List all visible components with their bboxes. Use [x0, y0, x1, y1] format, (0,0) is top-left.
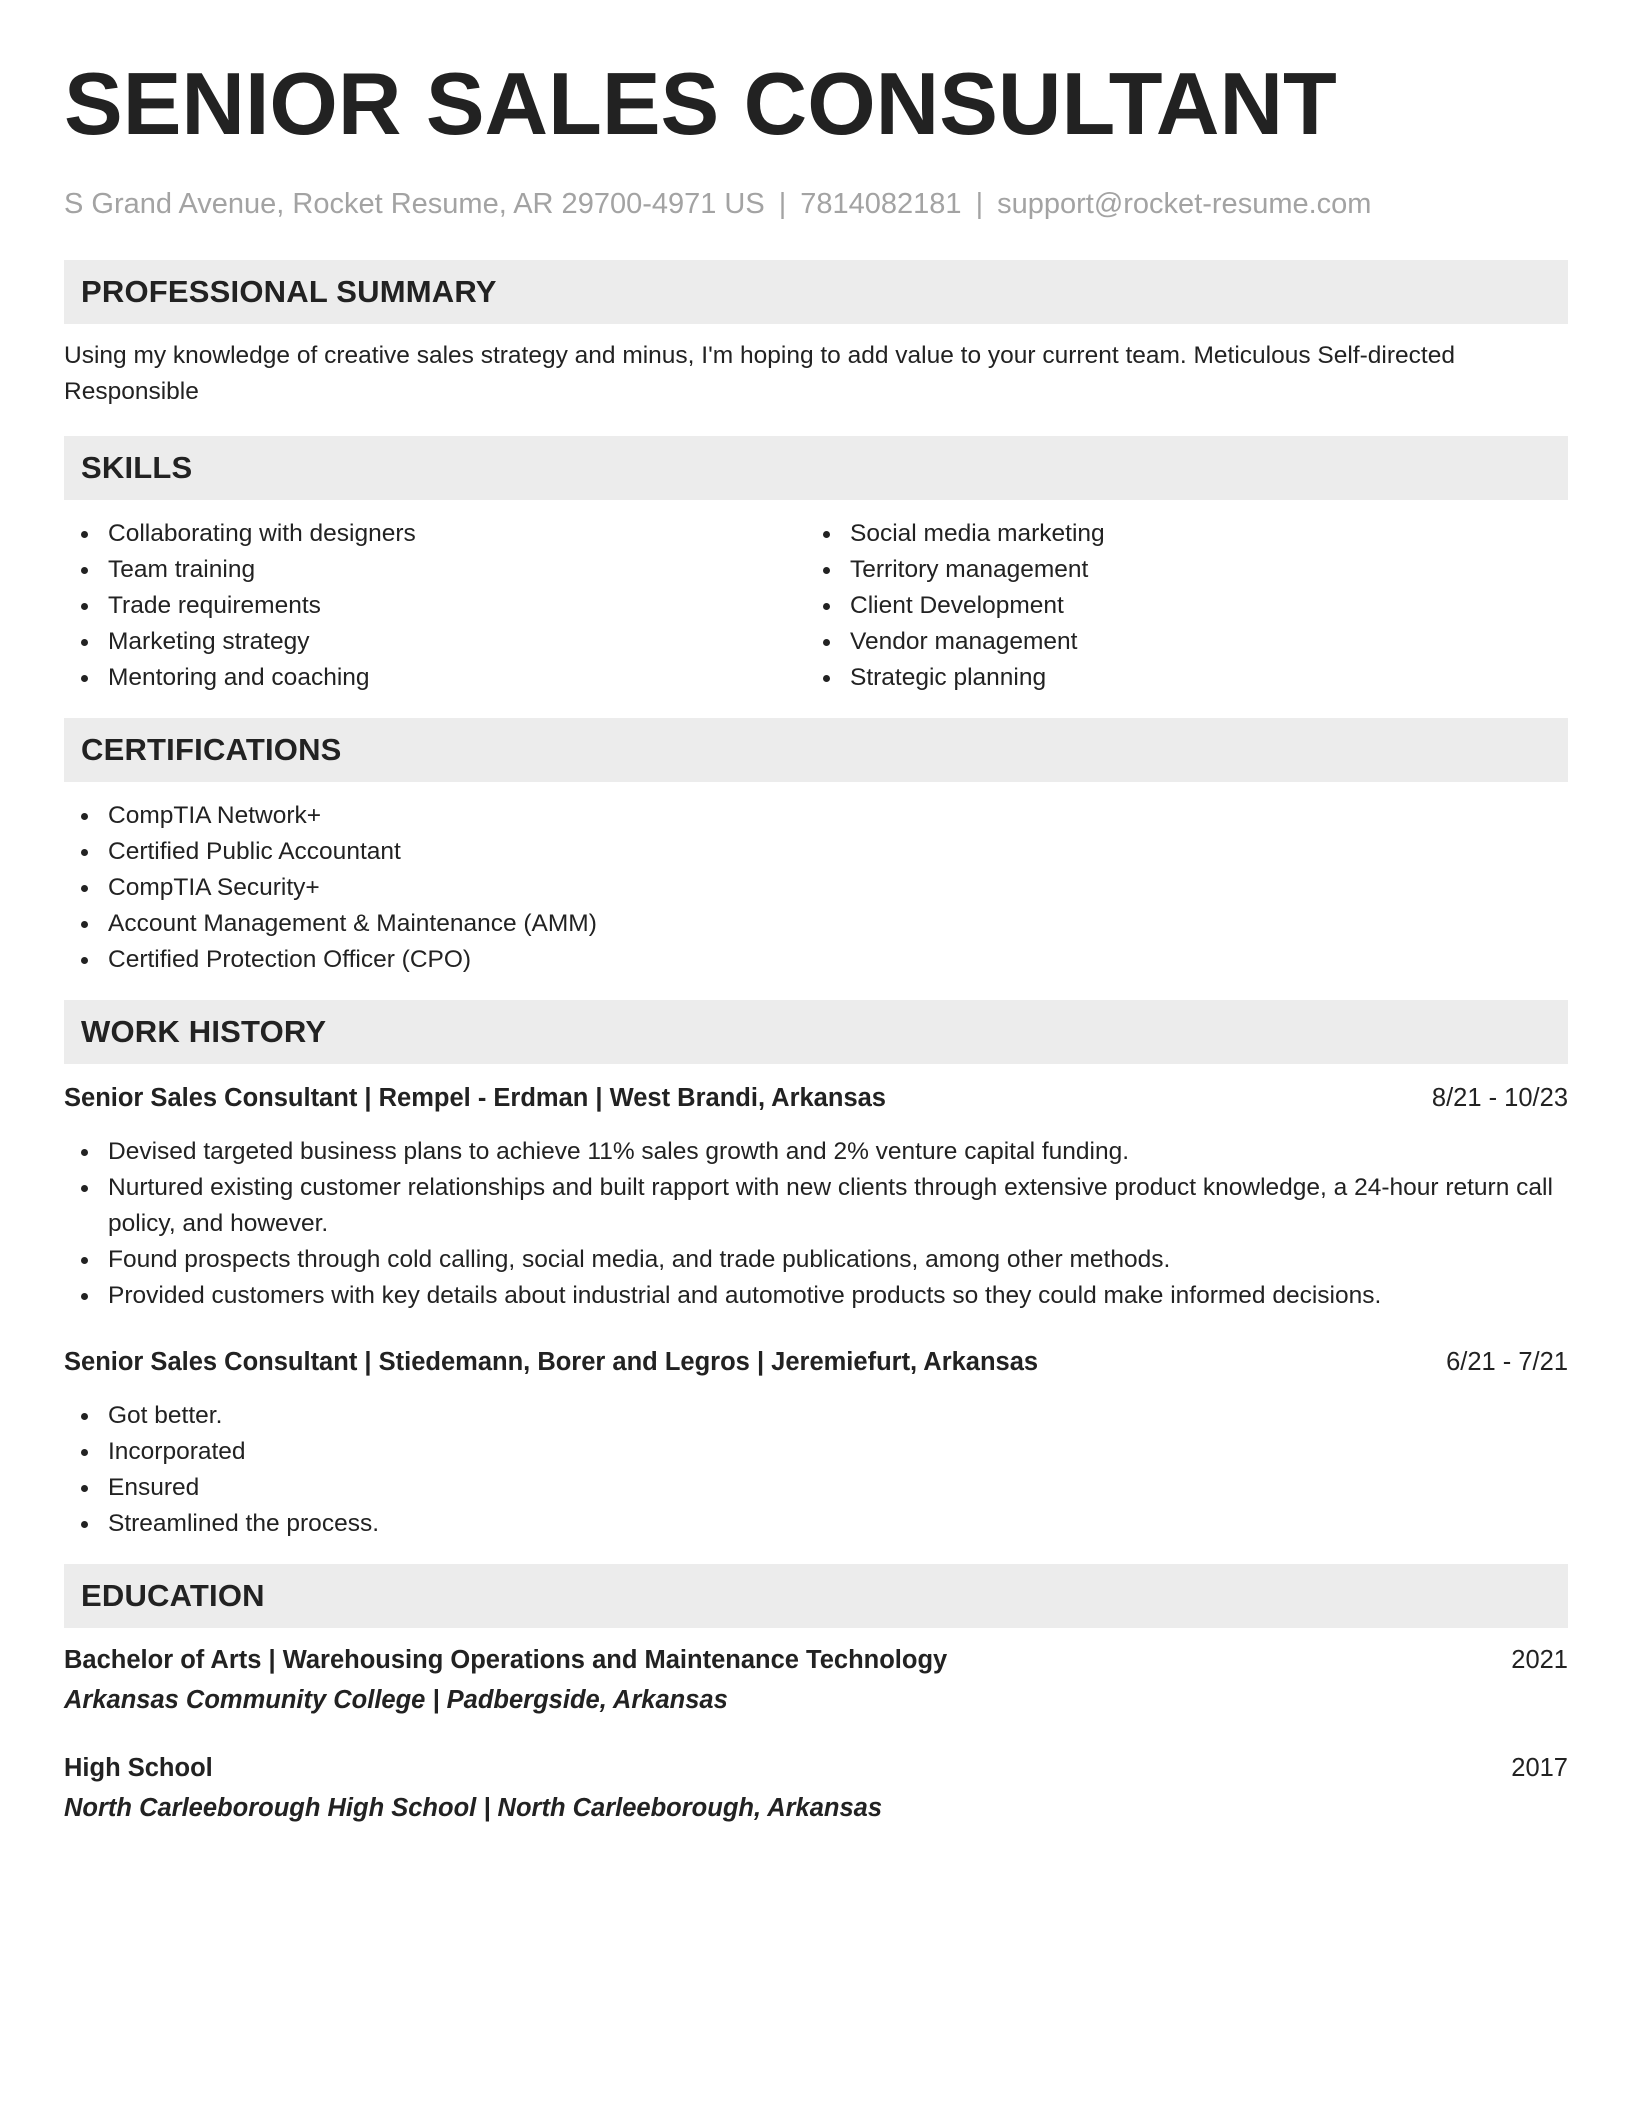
- job-title: Senior Sales Consultant | Rempel - Erdman | West Brandi, Arkansas: [64, 1084, 886, 1112]
- job-header: [64, 1080, 1568, 1116]
- contact-address: S Grand Avenue, Rocket Resume, AR 29700-4971 US: [64, 188, 765, 220]
- skill-item: Marketing strategy: [64, 624, 806, 660]
- education-entry: [64, 1750, 1568, 1826]
- skill-item: Vendor management: [806, 624, 1548, 660]
- job-dates: 8/21 - 10/23: [1431, 1084, 1568, 1112]
- skill-item: Collaborating with designers: [64, 516, 806, 552]
- contact-line: [64, 186, 1568, 222]
- skill-item: Client Development: [806, 588, 1548, 624]
- job-duties: [64, 1398, 1568, 1542]
- education-heading: EDUCATION: [64, 1564, 1568, 1628]
- skill-item: Team training: [64, 552, 806, 588]
- education-school: Arkansas Community College | Padbergside, Arkansas: [64, 1686, 728, 1714]
- job-dates: 6/21 - 7/21: [1446, 1348, 1568, 1376]
- education-header: [64, 1750, 1568, 1786]
- contact-phone: 7814082181: [800, 188, 962, 220]
- education-entry: [64, 1642, 1568, 1718]
- skills-list: [64, 516, 1568, 696]
- job-duty-item: Devised targeted business plans to achieve 11% sales growth and 2% venture capital funding.: [64, 1134, 1568, 1170]
- certification-item: Certified Protection Officer (CPO): [64, 942, 1568, 978]
- job-duty-item: Nurtured existing customer relationships and built rapport with new clients through extensive product knowledge, a 24-hour return call policy, and however.: [64, 1170, 1568, 1242]
- job-duty-item: Ensured: [64, 1470, 1568, 1506]
- skills-heading: SKILLS: [64, 436, 1568, 500]
- certifications-heading: CERTIFICATIONS: [64, 718, 1568, 782]
- education-year: 2017: [1511, 1754, 1568, 1782]
- summary-heading: PROFESSIONAL SUMMARY: [64, 260, 1568, 324]
- skills-column-left: [64, 516, 806, 696]
- candidate-name: SENIOR SALES CONSULTANT: [64, 54, 1337, 153]
- skill-item: Social media marketing: [806, 516, 1548, 552]
- certification-item: Account Management & Maintenance (AMM): [64, 906, 1568, 942]
- certification-item: CompTIA Security+: [64, 870, 1568, 906]
- certification-item: CompTIA Network+: [64, 798, 1568, 834]
- contact-separator: |: [778, 188, 787, 220]
- job-entry: [64, 1080, 1568, 1314]
- education-header: [64, 1642, 1568, 1678]
- job-duty-item: Got better.: [64, 1398, 1568, 1434]
- contact-email[interactable]: support@rocket-resume.com: [997, 188, 1372, 220]
- education-degree: Bachelor of Arts | Warehousing Operations and Maintenance Technology: [64, 1646, 948, 1674]
- skills-column-right: [806, 516, 1548, 696]
- skill-item: Trade requirements: [64, 588, 806, 624]
- contact-separator: |: [975, 188, 984, 220]
- job-title: Senior Sales Consultant | Stiedemann, Borer and Legros | Jeremiefurt, Arkansas: [64, 1348, 1039, 1376]
- skill-item: Territory management: [806, 552, 1548, 588]
- skill-item: Mentoring and coaching: [64, 660, 806, 696]
- work-history-heading: WORK HISTORY: [64, 1000, 1568, 1064]
- job-duty-item: Incorporated: [64, 1434, 1568, 1470]
- job-duty-item: Streamlined the process.: [64, 1506, 1568, 1542]
- summary-text: Using my knowledge of creative sales strategy and minus, I'm hoping to add value to your current team. Meticulous Self-directed Responsible: [64, 342, 1455, 405]
- job-entry: [64, 1344, 1568, 1542]
- job-header: [64, 1344, 1568, 1380]
- education-degree: High School: [64, 1754, 213, 1782]
- education-year: 2021: [1511, 1646, 1568, 1674]
- skill-item: Strategic planning: [806, 660, 1548, 696]
- job-duty-item: Provided customers with key details about industrial and automotive products so they could make informed decisions.: [64, 1278, 1568, 1314]
- certifications-list: [64, 798, 1568, 978]
- job-duty-item: Found prospects through cold calling, social media, and trade publications, among other methods.: [64, 1242, 1568, 1278]
- job-duties: [64, 1134, 1568, 1314]
- certification-item: Certified Public Accountant: [64, 834, 1568, 870]
- education-school: North Carleeborough High School | North Carleeborough, Arkansas: [64, 1794, 883, 1822]
